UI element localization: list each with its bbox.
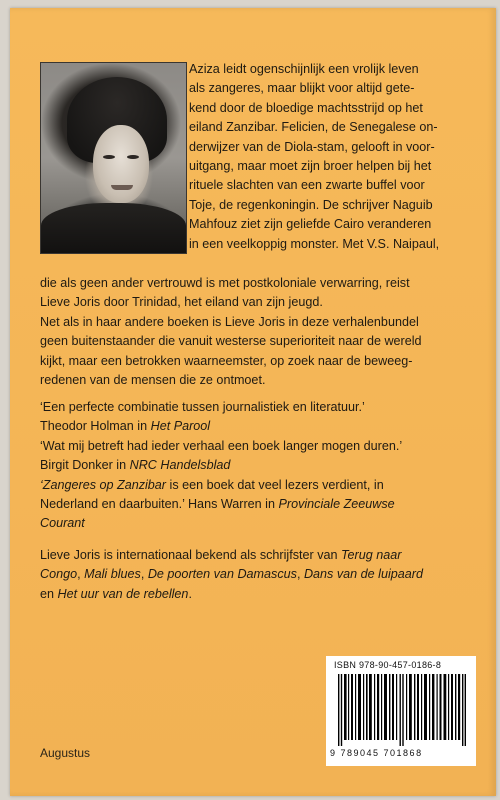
photo-eye-left bbox=[103, 155, 115, 159]
quote-attribution bbox=[40, 417, 480, 436]
blurb-line: Aziza leidt ogenschijnlijk een vrolijk leven bbox=[189, 62, 419, 76]
blurb-line: Mahfouz ziet zijn geliefde Cairo veranderen bbox=[189, 217, 432, 232]
blurb-line: eiland Zanzibar. Felicien, de Senegalese on- bbox=[189, 120, 438, 135]
bio-separator: , bbox=[77, 567, 85, 582]
press-quotes bbox=[40, 398, 480, 534]
photo-eye-right bbox=[127, 155, 139, 159]
barcode-digits: 9 789045 701868 bbox=[330, 748, 423, 758]
bio-separator: , bbox=[296, 567, 304, 582]
bio-separator: , bbox=[140, 567, 148, 582]
quote-attribution bbox=[40, 456, 480, 475]
book-title: Het uur van de rebellen bbox=[57, 586, 189, 601]
blurb-line: redenen van de mensen die ze ontmoet. bbox=[40, 373, 266, 388]
blurb-line: derwijzer van de Diola-stam, gelooft in voor- bbox=[189, 139, 435, 154]
photo-face bbox=[93, 125, 149, 203]
quote-source: Provinciale Zeeuwse bbox=[278, 497, 395, 512]
quote-source: Het Parool bbox=[150, 419, 211, 434]
quote-text bbox=[40, 476, 480, 495]
blurb-line: in een veelkoppig monster. Met V.S. Naipaul, bbox=[189, 236, 440, 251]
blurb-line: Lieve Joris door Trinidad, het eiland van zijn jeugd. bbox=[40, 295, 323, 310]
bio-line bbox=[40, 546, 480, 565]
bio-line bbox=[40, 585, 480, 604]
blurb-side-text bbox=[189, 60, 479, 254]
blurb-full-text bbox=[40, 274, 480, 390]
author-photo bbox=[40, 62, 187, 254]
blurb-line: geen buitenstaander die vanuit westerse superioriteit naar de wereld bbox=[40, 334, 422, 349]
quote-text: ‘Wat mij betreft had ieder verhaal een boek langer mogen duren.’ bbox=[40, 438, 403, 453]
bio-text: Lieve Joris is internationaal bekend als schrijfster van bbox=[40, 548, 342, 562]
quote-text: ‘Een perfecte combinatie tussen journalistiek en literatuur.’ bbox=[40, 400, 365, 414]
barcode-bars bbox=[338, 674, 466, 746]
photo-mouth bbox=[111, 185, 133, 190]
blurb-line: uitgang, maar moet zijn broer helpen bij het bbox=[189, 159, 432, 174]
book-title: De poorten van Damascus bbox=[147, 567, 297, 582]
bio-text: . bbox=[188, 586, 192, 601]
publisher-name: Augustus bbox=[40, 746, 91, 760]
blurb-line: Toje, de regenkoningin. De schrijver Naguib bbox=[189, 197, 433, 212]
quote-source: NRC Handelsblad bbox=[129, 458, 231, 473]
blurb-line: kijkt, maar een betrokken waarneemster, op zoek naar de beweeg- bbox=[40, 353, 413, 368]
book-title: Dans van de luipaard bbox=[303, 567, 423, 582]
isbn-number: ISBN 978-90-457-0186-8 bbox=[334, 660, 442, 670]
book-title: Terug naar bbox=[341, 548, 402, 562]
quote-author: Birgit Donker in bbox=[40, 458, 130, 473]
book-back-cover bbox=[10, 8, 496, 796]
quote-source: Courant bbox=[40, 516, 85, 531]
blurb-line: Net als in haar andere boeken is Lieve Joris in deze verhalenbundel bbox=[40, 314, 419, 329]
blurb-line: als zangeres, maar blijkt voor altijd gete- bbox=[189, 81, 415, 96]
quote-text-cont: Nederland en daarbuiten.’ Hans Warren in bbox=[40, 497, 279, 512]
author-bio bbox=[40, 546, 480, 604]
photo-body bbox=[41, 203, 186, 253]
book-title: ‘Zangeres op Zanzibar bbox=[40, 477, 167, 492]
quote-attribution bbox=[40, 495, 480, 514]
blurb-line: kend door de bloedige machtsstrijd op het bbox=[189, 100, 423, 115]
quote-text-rest: is een boek dat veel lezers verdient, in bbox=[166, 477, 384, 492]
book-title: Mali blues bbox=[84, 567, 141, 582]
quote-attribution bbox=[40, 514, 480, 533]
blurb-line: die als geen ander vertrouwd is met postkoloniale verwarring, reist bbox=[40, 276, 410, 290]
book-title: Congo bbox=[40, 567, 78, 582]
bio-line bbox=[40, 565, 480, 584]
bio-text: en bbox=[40, 586, 58, 601]
quote-author: Theodor Holman in bbox=[40, 419, 151, 434]
barcode-label bbox=[326, 656, 476, 766]
blurb-line: rituele slachten van een zwarte buffel voor bbox=[189, 178, 425, 193]
